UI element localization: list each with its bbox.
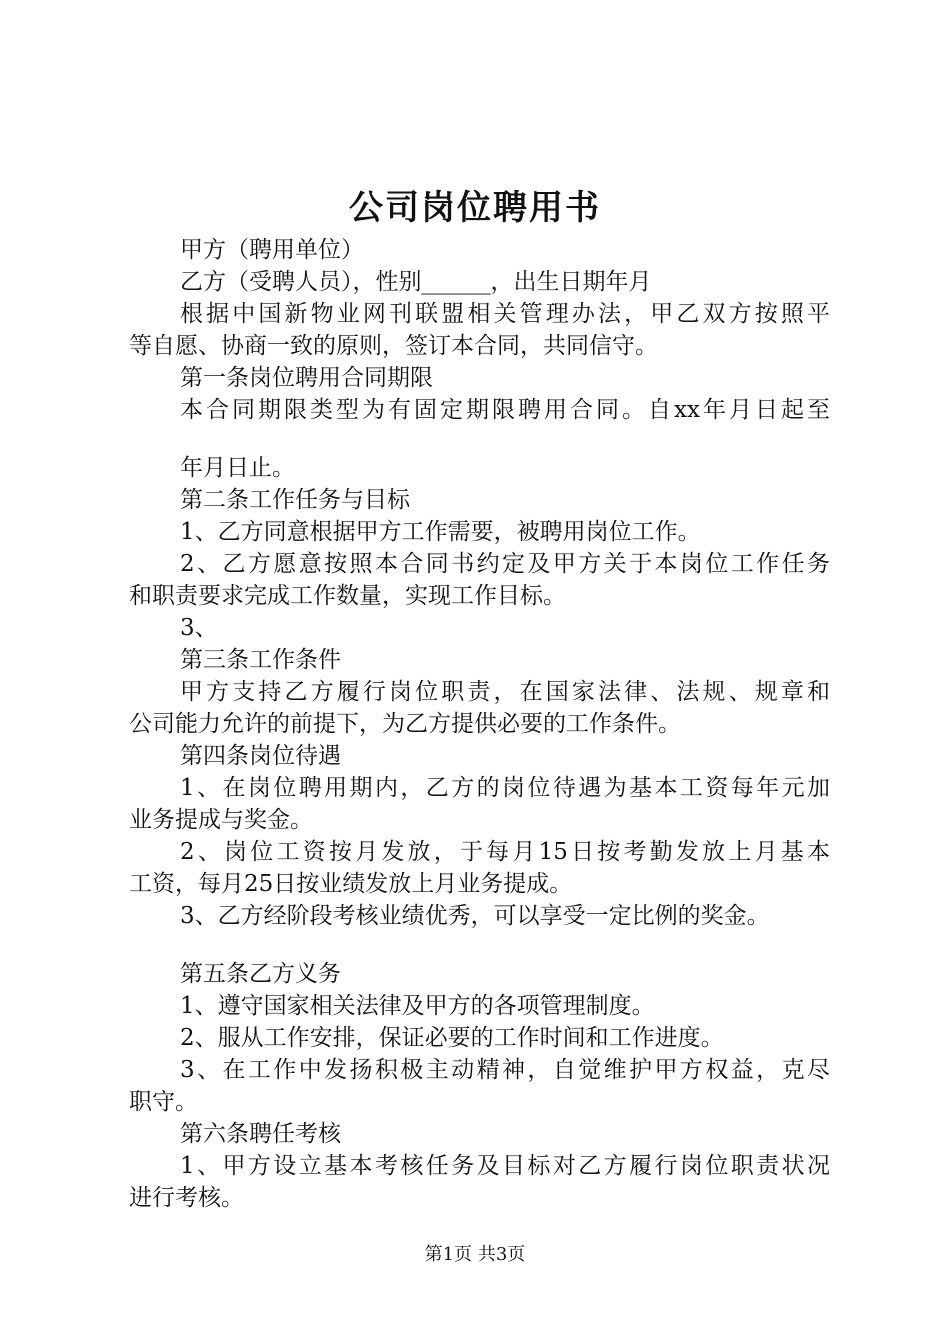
text-line: 工资，每月25日按业绩发放上月业务提成。: [129, 871, 573, 897]
text-line: 业务提成与奖金。: [129, 807, 313, 833]
section-heading: 第二条工作任务与目标: [180, 487, 410, 513]
text-line: 公司能力允许的前提下，为乙方提供必要的工作条件。: [129, 711, 681, 737]
text-line: 3、在工作中发扬积极主动精神，自觉维护甲方权益，克尽: [180, 1057, 830, 1083]
text-line: 年月日止。: [180, 455, 295, 481]
text-line: 进行考核。: [129, 1185, 244, 1211]
section-heading: 第四条岗位待遇: [180, 743, 341, 769]
section-heading: 第三条工作条件: [180, 647, 341, 673]
text-line: 2、服从工作安排，保证必要的工作时间和工作进度。: [180, 1025, 724, 1051]
text-line: 1、乙方同意根据甲方工作需要，被聘用岗位工作。: [180, 519, 701, 545]
text-line: 1、甲方设立基本考核任务及目标对乙方履行岗位职责状况: [180, 1153, 830, 1179]
text-line: 和职责要求完成工作数量，实现工作目标。: [129, 583, 566, 609]
text-line: 职守。: [129, 1089, 198, 1115]
text-line: 2、岗位工资按月发放，于每月15日按考勤发放上月基本: [180, 839, 830, 865]
text-line: 3、: [180, 615, 218, 641]
text-line: 甲方（聘用单位）: [180, 237, 364, 263]
text-line: 甲方支持乙方履行岗位职责，在国家法律、法规、规章和: [180, 679, 830, 705]
section-heading: 第六条聘任考核: [180, 1121, 341, 1147]
section-heading: 第五条乙方义务: [180, 961, 341, 987]
section-heading: 第一条岗位聘用合同期限: [180, 365, 433, 391]
text-line: 本合同期限类型为有固定期限聘用合同。自xx年月日起至: [180, 397, 830, 423]
page-title: 公司岗位聘用书: [349, 188, 601, 228]
text-line: 等自愿、协商一致的原则，签订本合同，共同信守。: [129, 333, 658, 359]
text-line: 根据中国新物业网刊联盟相关管理办法，甲乙双方按照平: [180, 301, 830, 327]
text-line: 1、在岗位聘用期内，乙方的岗位待遇为基本工资每年元加: [180, 775, 830, 801]
text-line: 1、遵守国家相关法律及甲方的各项管理制度。: [180, 993, 655, 1019]
page-footer: 第1页 共3页: [424, 1244, 526, 1265]
text-line: 2、乙方愿意按照本合同书约定及甲方关于本岗位工作任务: [180, 551, 830, 577]
text-line: 乙方（受聘人员），性别______，出生日期年月: [180, 269, 652, 295]
text-line: 3、乙方经阶段考核业绩优秀，可以享受一定比例的奖金。: [180, 903, 770, 929]
